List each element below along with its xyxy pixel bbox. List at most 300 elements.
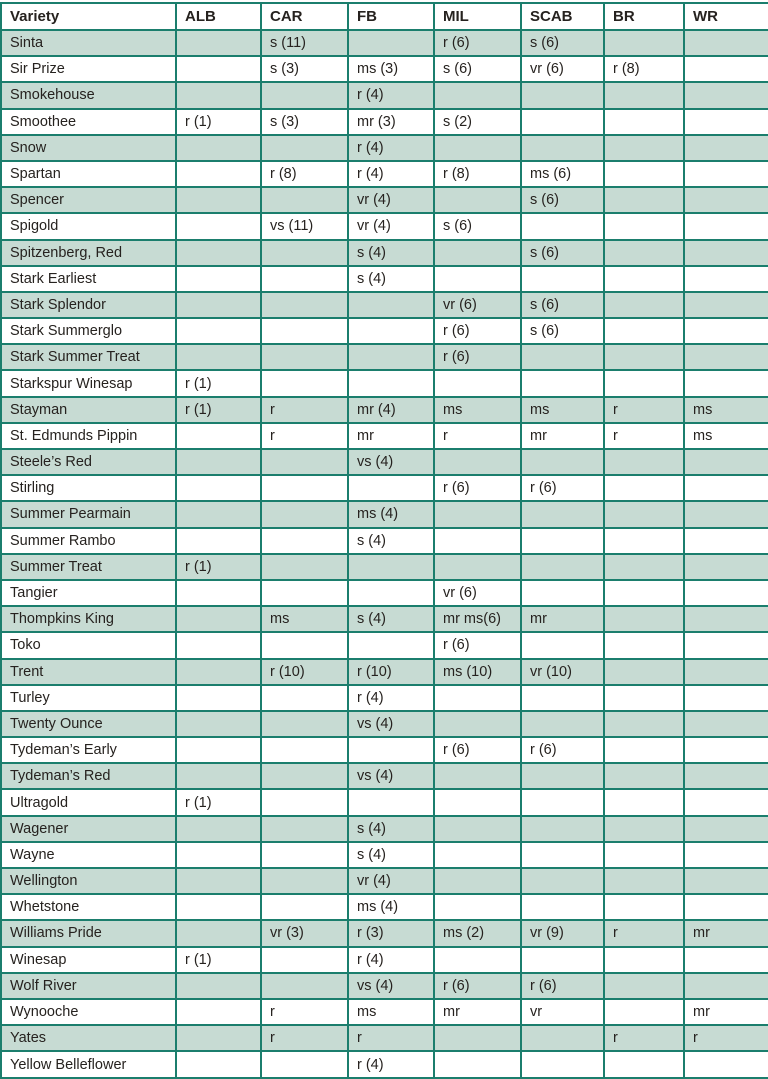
- rating-cell-fb: s (4): [348, 606, 434, 632]
- rating-cell-br: [604, 711, 684, 737]
- rating-cell-wr: [684, 528, 768, 554]
- rating-cell-scab: [521, 763, 604, 789]
- variety-cell: Stark Summerglo: [1, 318, 176, 344]
- rating-cell-wr: [684, 344, 768, 370]
- rating-cell-br: [604, 135, 684, 161]
- rating-cell-wr: ms: [684, 397, 768, 423]
- rating-cell-wr: [684, 894, 768, 920]
- rating-cell-car: [261, 475, 348, 501]
- table-row: [1, 187, 768, 213]
- variety-cell: Spitzenberg, Red: [1, 240, 176, 266]
- rating-cell-car: [261, 816, 348, 842]
- rating-cell-wr: [684, 292, 768, 318]
- rating-cell-br: [604, 632, 684, 658]
- table-row: [1, 789, 768, 815]
- rating-cell-car: [261, 82, 348, 108]
- rating-cell-br: [604, 789, 684, 815]
- rating-cell-car: r (8): [261, 161, 348, 187]
- variety-cell: Stark Earliest: [1, 266, 176, 292]
- rating-cell-wr: mr: [684, 999, 768, 1025]
- rating-cell-car: [261, 240, 348, 266]
- rating-cell-wr: [684, 30, 768, 56]
- rating-cell-scab: [521, 528, 604, 554]
- rating-cell-wr: [684, 711, 768, 737]
- variety-cell: Williams Pride: [1, 920, 176, 946]
- rating-cell-wr: [684, 789, 768, 815]
- rating-cell-mil: r (6): [434, 475, 521, 501]
- rating-cell-br: r: [604, 1025, 684, 1051]
- rating-cell-mil: [434, 554, 521, 580]
- rating-cell-alb: [176, 135, 261, 161]
- rating-cell-fb: s (4): [348, 816, 434, 842]
- rating-cell-br: [604, 580, 684, 606]
- rating-cell-alb: [176, 30, 261, 56]
- rating-cell-mil: [434, 266, 521, 292]
- rating-cell-mil: [434, 135, 521, 161]
- variety-cell: Smokehouse: [1, 82, 176, 108]
- column-header-br: BR: [604, 3, 684, 30]
- rating-cell-car: [261, 266, 348, 292]
- rating-cell-fb: [348, 475, 434, 501]
- rating-cell-wr: [684, 1051, 768, 1078]
- rating-cell-mil: [434, 1025, 521, 1051]
- rating-cell-scab: [521, 685, 604, 711]
- rating-cell-mil: [434, 240, 521, 266]
- variety-cell: Sinta: [1, 30, 176, 56]
- rating-cell-alb: [176, 266, 261, 292]
- rating-cell-scab: s (6): [521, 292, 604, 318]
- rating-cell-mil: r (6): [434, 344, 521, 370]
- rating-cell-scab: vr (10): [521, 659, 604, 685]
- rating-cell-alb: [176, 187, 261, 213]
- variety-cell: Stark Splendor: [1, 292, 176, 318]
- rating-cell-wr: [684, 240, 768, 266]
- rating-cell-alb: [176, 868, 261, 894]
- disease-resistance-table: [0, 2, 768, 1079]
- rating-cell-scab: [521, 868, 604, 894]
- variety-cell: Snow: [1, 135, 176, 161]
- rating-cell-wr: [684, 763, 768, 789]
- rating-cell-fb: vs (4): [348, 973, 434, 999]
- rating-cell-scab: r (6): [521, 737, 604, 763]
- rating-cell-car: s (3): [261, 56, 348, 82]
- rating-cell-alb: [176, 580, 261, 606]
- rating-cell-br: [604, 1051, 684, 1078]
- rating-cell-scab: [521, 894, 604, 920]
- variety-cell: Whetstone: [1, 894, 176, 920]
- rating-cell-car: [261, 632, 348, 658]
- variety-cell: Smoothee: [1, 109, 176, 135]
- rating-cell-alb: [176, 606, 261, 632]
- variety-cell: Spartan: [1, 161, 176, 187]
- table-row: [1, 292, 768, 318]
- rating-cell-fb: mr (3): [348, 109, 434, 135]
- rating-cell-fb: vs (4): [348, 449, 434, 475]
- rating-cell-scab: s (6): [521, 187, 604, 213]
- rating-cell-br: [604, 344, 684, 370]
- table-row: [1, 580, 768, 606]
- rating-cell-br: [604, 30, 684, 56]
- table-row: [1, 999, 768, 1025]
- rating-cell-mil: ms (10): [434, 659, 521, 685]
- rating-cell-mil: r (6): [434, 973, 521, 999]
- rating-cell-br: [604, 109, 684, 135]
- rating-cell-scab: mr: [521, 606, 604, 632]
- column-header-wr: WR: [684, 3, 768, 30]
- rating-cell-fb: r (3): [348, 920, 434, 946]
- variety-cell: Sir Prize: [1, 56, 176, 82]
- rating-cell-alb: [176, 475, 261, 501]
- rating-cell-wr: [684, 973, 768, 999]
- variety-cell: Twenty Ounce: [1, 711, 176, 737]
- variety-cell: St. Edmunds Pippin: [1, 423, 176, 449]
- table-row: [1, 318, 768, 344]
- rating-cell-mil: [434, 187, 521, 213]
- rating-cell-scab: vr (6): [521, 56, 604, 82]
- table-row: [1, 606, 768, 632]
- rating-cell-wr: ms: [684, 423, 768, 449]
- rating-cell-fb: mr (4): [348, 397, 434, 423]
- rating-cell-mil: [434, 449, 521, 475]
- rating-cell-wr: [684, 475, 768, 501]
- rating-cell-wr: r: [684, 1025, 768, 1051]
- rating-cell-alb: r (1): [176, 397, 261, 423]
- rating-cell-alb: [176, 685, 261, 711]
- rating-cell-wr: [684, 685, 768, 711]
- table-body: [1, 30, 768, 1078]
- rating-cell-car: [261, 947, 348, 973]
- column-header-alb: ALB: [176, 3, 261, 30]
- variety-cell: Summer Pearmain: [1, 501, 176, 527]
- rating-cell-fb: r (4): [348, 82, 434, 108]
- rating-cell-br: [604, 475, 684, 501]
- rating-cell-wr: [684, 161, 768, 187]
- rating-cell-alb: [176, 1051, 261, 1078]
- table-row: [1, 56, 768, 82]
- rating-cell-wr: [684, 187, 768, 213]
- rating-cell-br: [604, 685, 684, 711]
- rating-cell-scab: [521, 842, 604, 868]
- table-row: [1, 1025, 768, 1051]
- column-header-mil: MIL: [434, 3, 521, 30]
- rating-cell-mil: [434, 947, 521, 973]
- rating-cell-wr: [684, 449, 768, 475]
- table-row: [1, 868, 768, 894]
- rating-cell-car: r: [261, 1025, 348, 1051]
- rating-cell-alb: [176, 816, 261, 842]
- table-row: [1, 266, 768, 292]
- rating-cell-alb: r (1): [176, 947, 261, 973]
- rating-cell-br: r (8): [604, 56, 684, 82]
- table-row: [1, 554, 768, 580]
- rating-cell-wr: [684, 370, 768, 396]
- rating-cell-car: [261, 135, 348, 161]
- rating-cell-car: s (3): [261, 109, 348, 135]
- rating-cell-fb: [348, 318, 434, 344]
- rating-cell-alb: [176, 763, 261, 789]
- rating-cell-scab: mr: [521, 423, 604, 449]
- rating-cell-scab: ms: [521, 397, 604, 423]
- rating-cell-mil: r: [434, 423, 521, 449]
- rating-cell-mil: [434, 1051, 521, 1078]
- rating-cell-br: [604, 659, 684, 685]
- rating-cell-alb: [176, 449, 261, 475]
- rating-cell-fb: vs (4): [348, 763, 434, 789]
- rating-cell-mil: [434, 711, 521, 737]
- table-row: [1, 475, 768, 501]
- rating-cell-mil: [434, 685, 521, 711]
- rating-cell-mil: s (6): [434, 213, 521, 239]
- table-row: [1, 344, 768, 370]
- rating-cell-car: s (11): [261, 30, 348, 56]
- rating-cell-car: [261, 370, 348, 396]
- variety-cell: Turley: [1, 685, 176, 711]
- table-row: [1, 30, 768, 56]
- rating-cell-scab: ms (6): [521, 161, 604, 187]
- rating-cell-wr: [684, 109, 768, 135]
- rating-cell-fb: [348, 789, 434, 815]
- rating-cell-car: r (10): [261, 659, 348, 685]
- rating-cell-scab: [521, 82, 604, 108]
- rating-cell-br: [604, 161, 684, 187]
- rating-cell-alb: [176, 423, 261, 449]
- rating-cell-fb: ms (4): [348, 501, 434, 527]
- table-row: [1, 659, 768, 685]
- rating-cell-car: [261, 1051, 348, 1078]
- rating-cell-mil: vr (6): [434, 292, 521, 318]
- rating-cell-fb: [348, 30, 434, 56]
- rating-cell-car: [261, 868, 348, 894]
- rating-cell-wr: [684, 56, 768, 82]
- rating-cell-fb: [348, 292, 434, 318]
- rating-cell-mil: r (6): [434, 318, 521, 344]
- rating-cell-wr: [684, 868, 768, 894]
- table-row: [1, 947, 768, 973]
- rating-cell-wr: [684, 842, 768, 868]
- rating-cell-car: [261, 894, 348, 920]
- rating-cell-mil: [434, 501, 521, 527]
- rating-cell-wr: [684, 82, 768, 108]
- rating-cell-fb: r (4): [348, 947, 434, 973]
- rating-cell-br: [604, 318, 684, 344]
- variety-cell: Wagener: [1, 816, 176, 842]
- rating-cell-fb: [348, 370, 434, 396]
- rating-cell-mil: mr ms(6): [434, 606, 521, 632]
- rating-cell-mil: [434, 816, 521, 842]
- rating-cell-mil: [434, 528, 521, 554]
- rating-cell-alb: [176, 528, 261, 554]
- rating-cell-car: [261, 763, 348, 789]
- rating-cell-car: [261, 318, 348, 344]
- table-row: [1, 423, 768, 449]
- rating-cell-car: [261, 528, 348, 554]
- rating-cell-fb: s (4): [348, 240, 434, 266]
- variety-cell: Summer Rambo: [1, 528, 176, 554]
- table-row: [1, 528, 768, 554]
- variety-cell: Stayman: [1, 397, 176, 423]
- variety-cell: Summer Treat: [1, 554, 176, 580]
- variety-cell: Wellington: [1, 868, 176, 894]
- variety-cell: Yellow Belleflower: [1, 1051, 176, 1078]
- table-row: [1, 632, 768, 658]
- rating-cell-alb: r (1): [176, 789, 261, 815]
- rating-cell-scab: [521, 1025, 604, 1051]
- rating-cell-scab: [521, 501, 604, 527]
- rating-cell-wr: [684, 501, 768, 527]
- rating-cell-mil: ms: [434, 397, 521, 423]
- table-row: [1, 711, 768, 737]
- rating-cell-car: [261, 501, 348, 527]
- rating-cell-br: [604, 999, 684, 1025]
- rating-cell-scab: [521, 947, 604, 973]
- rating-cell-br: [604, 947, 684, 973]
- rating-cell-alb: [176, 318, 261, 344]
- rating-cell-alb: [176, 501, 261, 527]
- table-row: [1, 685, 768, 711]
- rating-cell-mil: r (6): [434, 737, 521, 763]
- rating-cell-alb: [176, 894, 261, 920]
- rating-cell-wr: [684, 737, 768, 763]
- rating-cell-car: [261, 580, 348, 606]
- rating-cell-fb: ms (3): [348, 56, 434, 82]
- rating-cell-br: [604, 894, 684, 920]
- column-header-scab: SCAB: [521, 3, 604, 30]
- rating-cell-mil: r (6): [434, 30, 521, 56]
- rating-cell-scab: [521, 370, 604, 396]
- rating-cell-mil: vr (6): [434, 580, 521, 606]
- rating-cell-alb: [176, 56, 261, 82]
- rating-cell-br: [604, 606, 684, 632]
- rating-cell-scab: [521, 816, 604, 842]
- rating-cell-fb: ms: [348, 999, 434, 1025]
- rating-cell-br: [604, 528, 684, 554]
- variety-cell: Spencer: [1, 187, 176, 213]
- rating-cell-car: [261, 789, 348, 815]
- rating-cell-wr: [684, 318, 768, 344]
- rating-cell-alb: [176, 1025, 261, 1051]
- rating-cell-car: r: [261, 423, 348, 449]
- rating-cell-scab: [521, 1051, 604, 1078]
- rating-cell-mil: ms (2): [434, 920, 521, 946]
- rating-cell-scab: [521, 449, 604, 475]
- rating-cell-alb: [176, 344, 261, 370]
- variety-cell: Wolf River: [1, 973, 176, 999]
- table-row: [1, 816, 768, 842]
- rating-cell-fb: r (4): [348, 135, 434, 161]
- table-row: [1, 894, 768, 920]
- rating-cell-scab: r (6): [521, 973, 604, 999]
- rating-cell-br: [604, 554, 684, 580]
- rating-cell-br: [604, 816, 684, 842]
- table-row: [1, 842, 768, 868]
- rating-cell-car: [261, 292, 348, 318]
- rating-cell-wr: [684, 266, 768, 292]
- variety-cell: Trent: [1, 659, 176, 685]
- rating-cell-wr: [684, 659, 768, 685]
- rating-cell-fb: mr: [348, 423, 434, 449]
- variety-cell: Wynooche: [1, 999, 176, 1025]
- table-row: [1, 920, 768, 946]
- rating-cell-br: [604, 213, 684, 239]
- rating-cell-br: [604, 868, 684, 894]
- variety-cell: Winesap: [1, 947, 176, 973]
- rating-cell-mil: [434, 894, 521, 920]
- rating-cell-fb: r (4): [348, 161, 434, 187]
- rating-cell-alb: [176, 82, 261, 108]
- table-row: [1, 82, 768, 108]
- rating-cell-br: [604, 187, 684, 213]
- rating-cell-car: [261, 842, 348, 868]
- variety-cell: Toko: [1, 632, 176, 658]
- rating-cell-br: [604, 737, 684, 763]
- variety-cell: Thompkins King: [1, 606, 176, 632]
- rating-cell-mil: s (2): [434, 109, 521, 135]
- rating-cell-scab: [521, 213, 604, 239]
- table-row: [1, 973, 768, 999]
- rating-cell-fb: [348, 580, 434, 606]
- rating-cell-scab: [521, 789, 604, 815]
- rating-cell-wr: mr: [684, 920, 768, 946]
- table-row: [1, 737, 768, 763]
- rating-cell-scab: [521, 632, 604, 658]
- rating-cell-alb: [176, 292, 261, 318]
- rating-cell-alb: [176, 920, 261, 946]
- rating-cell-alb: r (1): [176, 554, 261, 580]
- rating-cell-br: r: [604, 423, 684, 449]
- rating-cell-br: [604, 763, 684, 789]
- rating-cell-scab: [521, 711, 604, 737]
- rating-cell-scab: [521, 554, 604, 580]
- rating-cell-car: [261, 449, 348, 475]
- rating-cell-fb: r: [348, 1025, 434, 1051]
- rating-cell-fb: r (4): [348, 685, 434, 711]
- table-row: [1, 763, 768, 789]
- variety-cell: Steele’s Red: [1, 449, 176, 475]
- rating-cell-car: [261, 554, 348, 580]
- rating-cell-car: [261, 973, 348, 999]
- rating-cell-br: r: [604, 920, 684, 946]
- variety-cell: Spigold: [1, 213, 176, 239]
- variety-cell: Tangier: [1, 580, 176, 606]
- rating-cell-alb: r (1): [176, 370, 261, 396]
- rating-cell-wr: [684, 816, 768, 842]
- rating-cell-alb: [176, 632, 261, 658]
- rating-cell-alb: [176, 240, 261, 266]
- rating-cell-alb: r (1): [176, 109, 261, 135]
- rating-cell-wr: [684, 135, 768, 161]
- variety-cell: Stark Summer Treat: [1, 344, 176, 370]
- rating-cell-br: [604, 82, 684, 108]
- table-row: [1, 397, 768, 423]
- rating-cell-mil: [434, 868, 521, 894]
- rating-cell-fb: r (4): [348, 1051, 434, 1078]
- column-header-variety: Variety: [1, 3, 176, 30]
- rating-cell-br: [604, 842, 684, 868]
- rating-cell-alb: [176, 161, 261, 187]
- column-header-car: CAR: [261, 3, 348, 30]
- rating-cell-mil: [434, 763, 521, 789]
- rating-cell-scab: [521, 109, 604, 135]
- rating-cell-br: [604, 449, 684, 475]
- rating-cell-wr: [684, 554, 768, 580]
- rating-cell-fb: [348, 632, 434, 658]
- table-row: [1, 501, 768, 527]
- variety-cell: Starkspur Winesap: [1, 370, 176, 396]
- rating-cell-scab: vr (9): [521, 920, 604, 946]
- rating-cell-fb: [348, 554, 434, 580]
- rating-cell-fb: ms (4): [348, 894, 434, 920]
- rating-cell-mil: s (6): [434, 56, 521, 82]
